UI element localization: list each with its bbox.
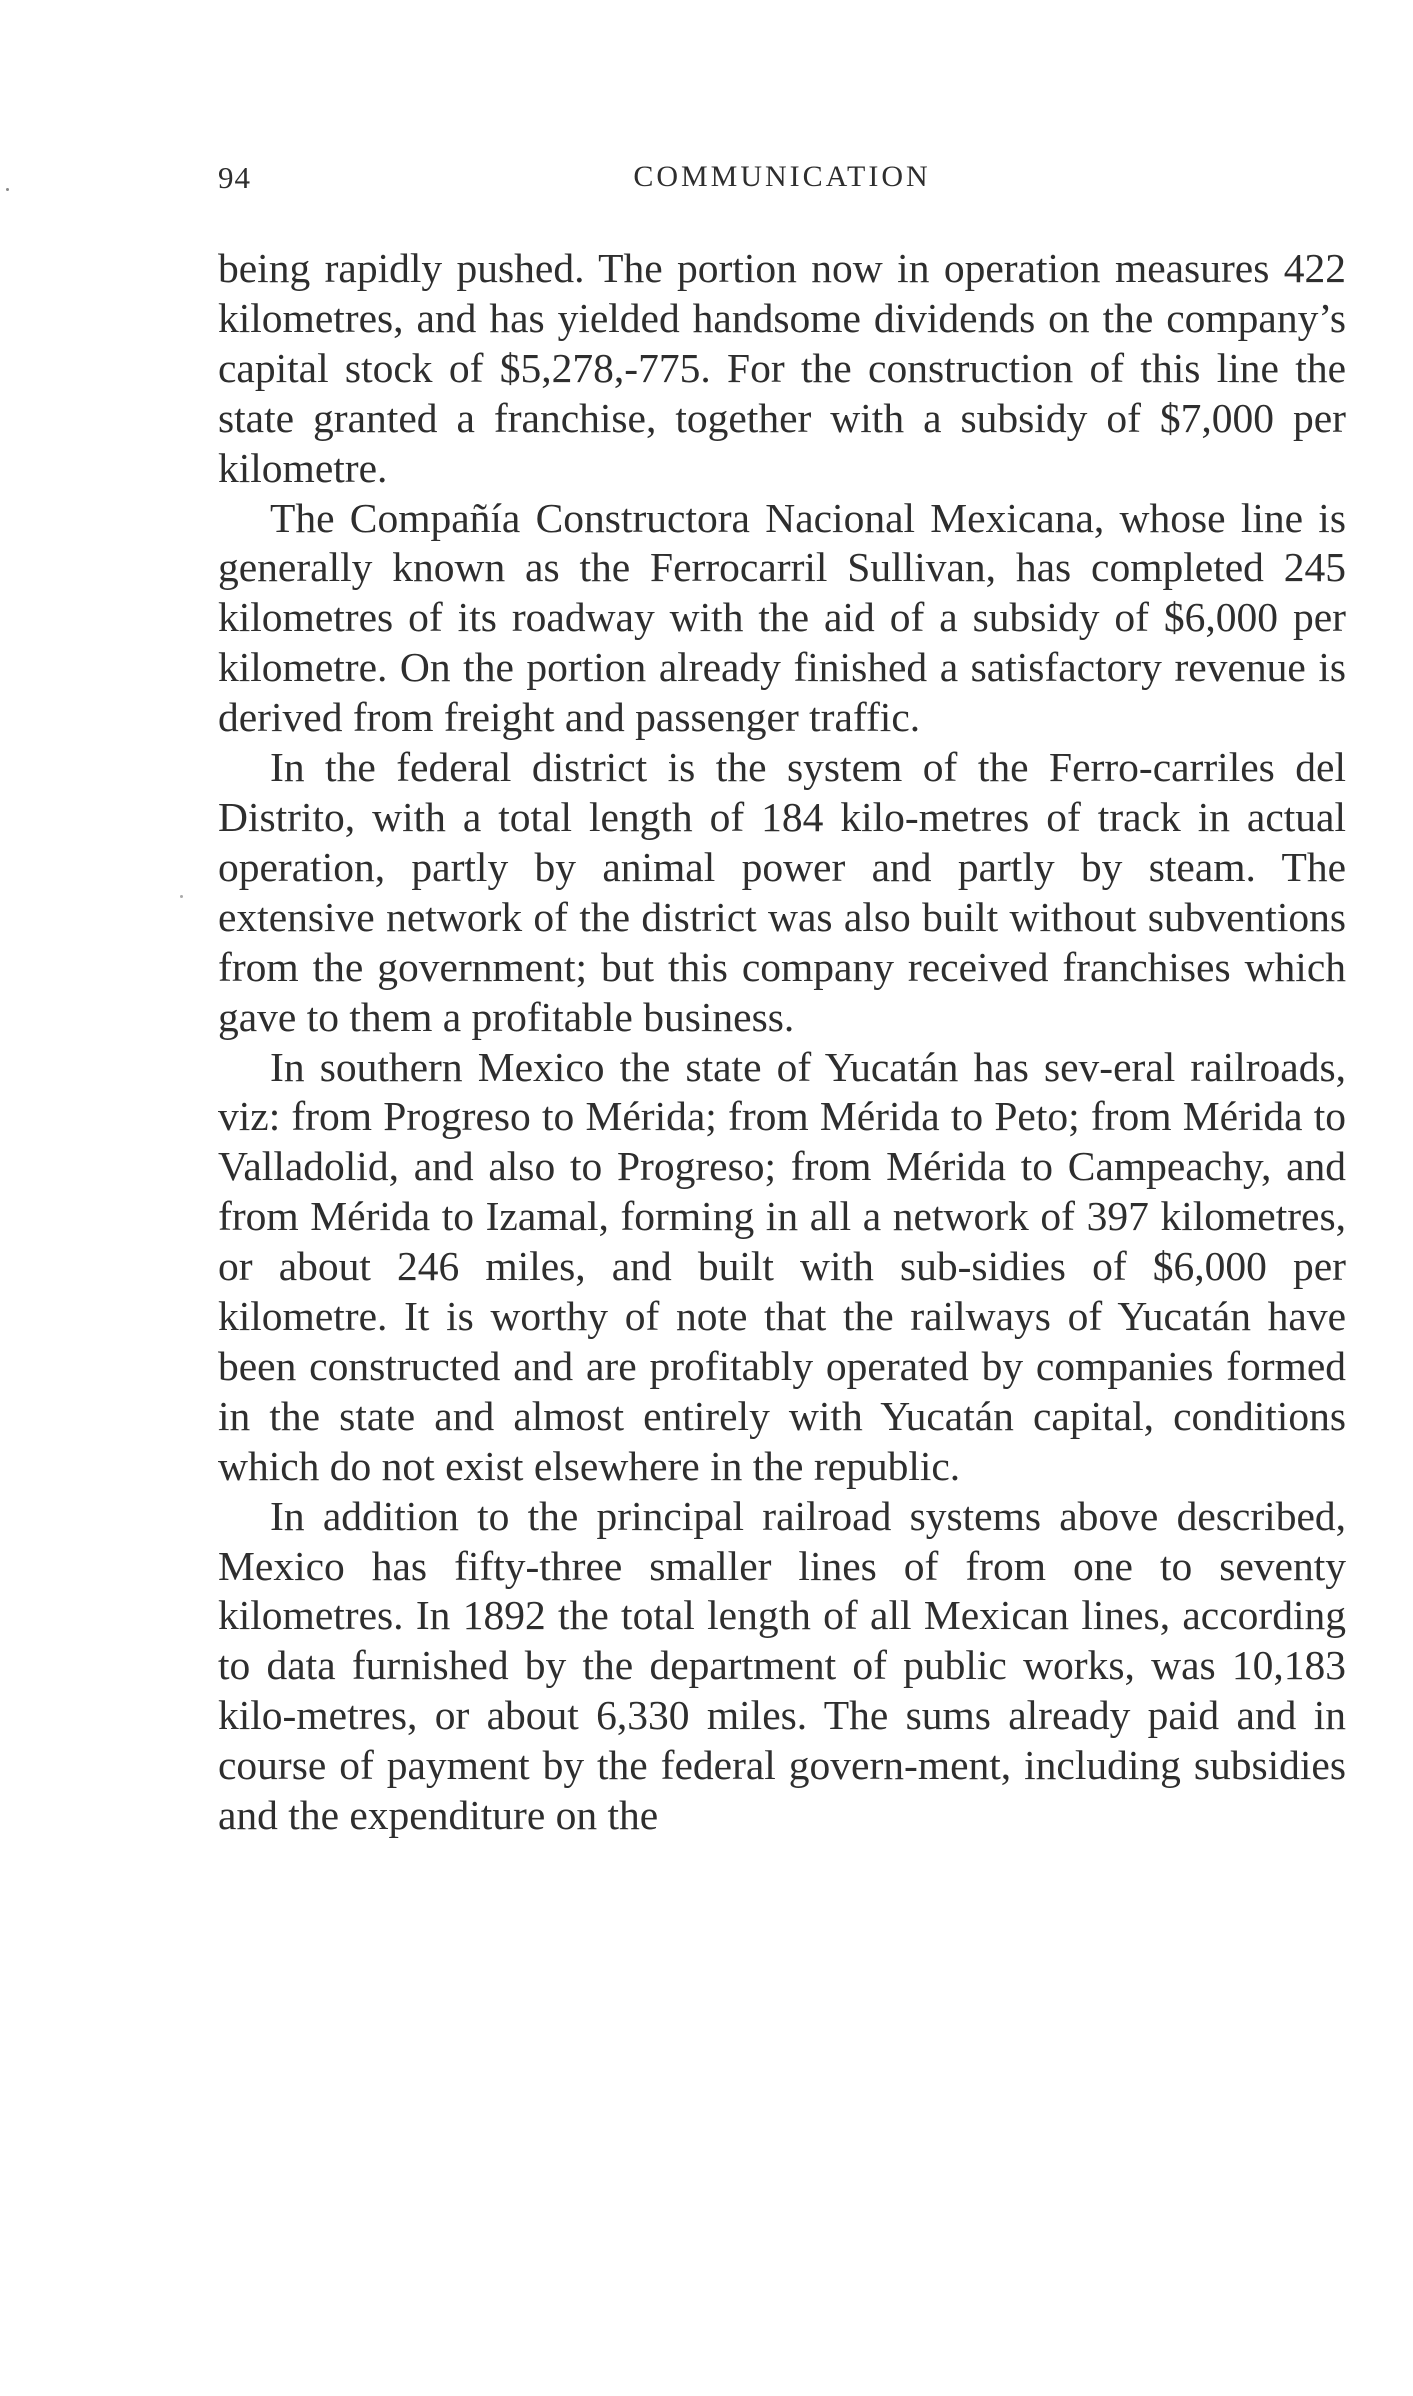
page-header bbox=[218, 160, 1346, 204]
running-head: COMMUNICATION bbox=[633, 160, 931, 193]
margin-speck bbox=[6, 188, 9, 191]
page-number: 94 bbox=[218, 160, 251, 195]
paragraph-smaller-lines: In addition to the principal railroad systems above described, Mexico has fifty-three smaller lines of from one to seventy kilometres. In 1892 the total length of all Mexican lines, according to data furnished by the department of public works, was 10,183 kilo-metres, or about 6,330 miles. The sums already paid and in course of payment by the federal govern-ment, including subsidies and the expenditure on the bbox=[218, 1492, 1346, 1839]
paragraph-federal-district: In the federal district is the system of the Ferro-carriles del Distrito, with a total length of 184 kilo-metres of track in actual operation, partly by animal power and partly by steam. The extensive network of the district was also built without subventions from the government; but this company received franchises which gave to them a profitable business. bbox=[218, 744, 1346, 1040]
paragraph-yucatan: In southern Mexico the state of Yucatán has sev-eral railroads, viz: from Progreso to Mérida; from Mérida to Peto; from Mérida to Valladolid, and also to Progreso; from Mérida to Campeachy, and from Mérida to Izamal, forming in all a network of 397 kilometres, or about 246 miles, and built with sub-sidies of $6,000 per kilometre. It is worthy of note that the railways of Yucatán have been constructed and are profitably operated by companies formed in the state and almost entirely with Yucatán capital, conditions which do not exist elsewhere in the republic. bbox=[218, 1043, 1346, 1489]
paragraph-continued: being rapidly pushed. The portion now in operation measures 422 kilometres, and has yielded handsome dividends on the company’s capital stock of $5,278,-775. For the construction of this line the state granted a franchise, together with a subsidy of $7,000 per kilometre. bbox=[218, 245, 1346, 491]
body-text bbox=[218, 244, 1346, 1841]
margin-speck bbox=[180, 895, 183, 898]
paragraph-compania-constructora: The Compañía Constructora Nacional Mexicana, whose line is generally known as the Ferrocarril Sullivan, has completed 245 kilometres of its roadway with the aid of a subsidy of $6,000 per kilometre. On the portion already finished a satisfactory revenue is derived from freight and passenger traffic. bbox=[218, 494, 1346, 741]
